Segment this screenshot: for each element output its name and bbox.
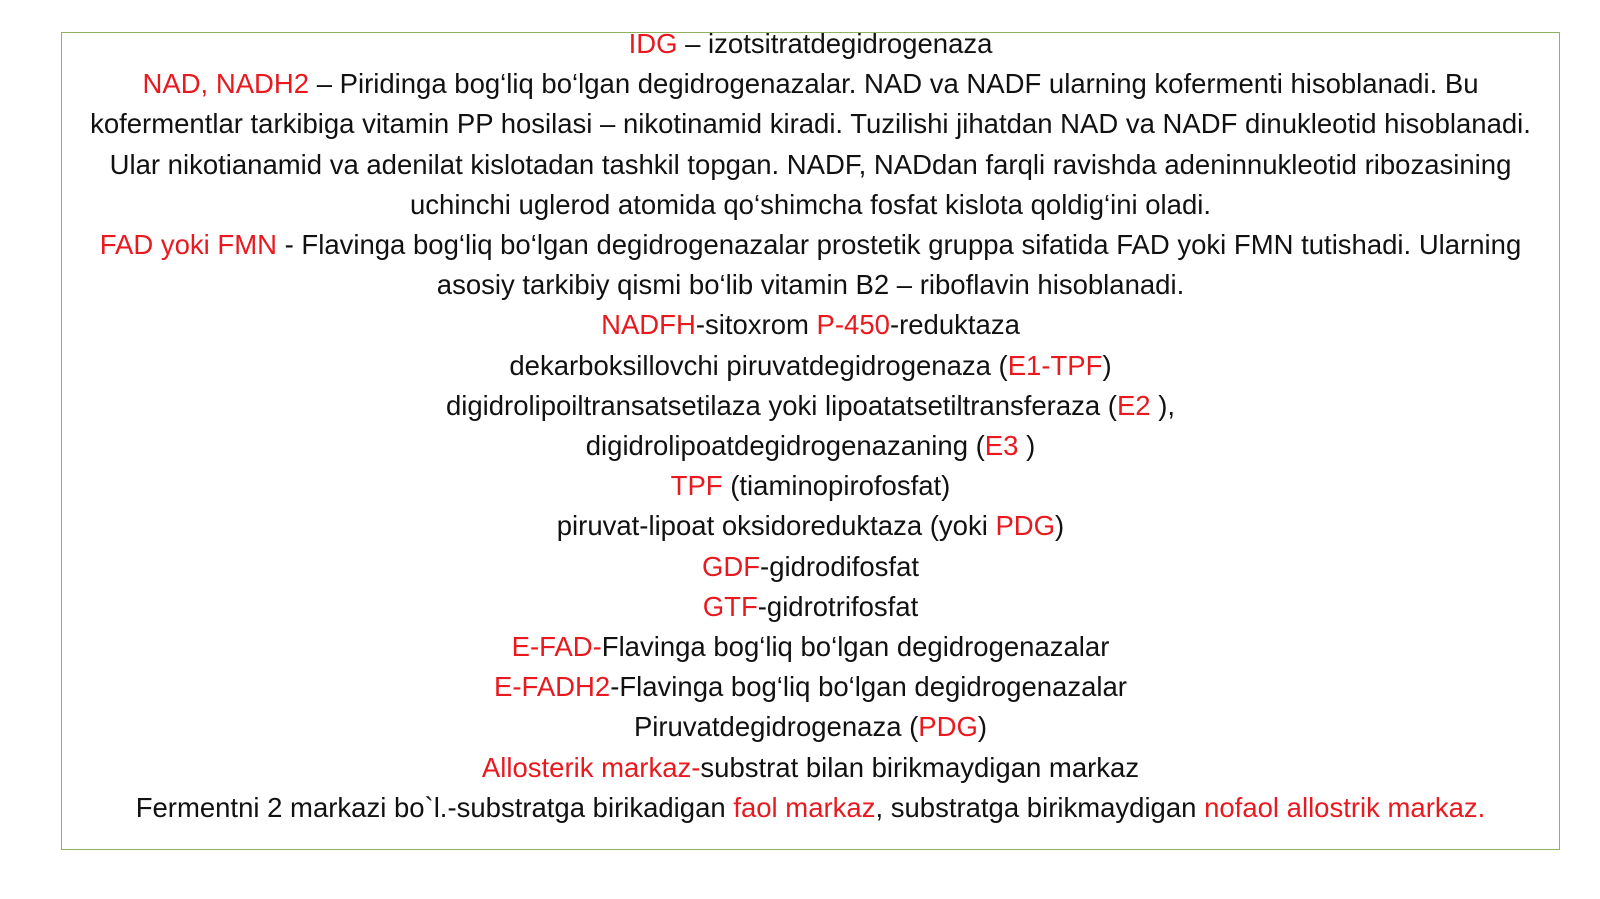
text-segment: Piruvatdegidrogenaza ( [633, 711, 919, 743]
text-line [61, 627, 1560, 667]
highlighted-term: E-FADH2 [494, 671, 611, 703]
text-line [61, 788, 1560, 828]
text-segment: ) [1102, 349, 1112, 381]
text-line [61, 305, 1560, 345]
highlighted-term: P-450 [816, 309, 890, 341]
text-line [61, 24, 1560, 64]
text-line [61, 667, 1560, 707]
text-segment: Fermentni 2 markazi bo`l.-substratga birikadigan [135, 791, 734, 823]
slide-text-block [61, 24, 1560, 828]
highlighted-term: nofaol allostrik markaz. [1204, 791, 1486, 823]
text-segment: - Flavinga bog‘liq bo‘lgan degidrogenazalar prostetik gruppa sifatida FAD yoki FMN tutishadi. Ularning asosiy tarkibiy qismi bo‘lib vitamin B2 – riboflavin hisoblanadi. [276, 229, 1522, 301]
highlighted-term: PDG [918, 711, 978, 743]
highlighted-term: E2 [1116, 389, 1151, 421]
text-segment: – Piridinga bog‘liq bo‘lgan degidrogenazalar. NAD va NADF ularning kofermenti hisoblanadi. Bu kofermentlar tarkibiga vitamin PP hosilasi – nikotinamid kiradi. Tuzilishi jihatdan NAD va NADF dinukleotid hisoblanadi. Ular nikotianamid va adenilat kislotadan tashkil topgan. NADF, NADdan farqli ravishda adeninnukleotid ribozasining uchinchi uglerod atomida qo‘shimcha fosfat kislota qoldig‘ini oladi. [90, 68, 1531, 220]
text-line [61, 386, 1560, 426]
text-line [61, 64, 1560, 225]
text-segment: ), [1150, 389, 1176, 421]
text-segment: -Flavinga bog‘liq bo‘lgan degidrogenazalar [610, 671, 1127, 703]
highlighted-term: GDF [701, 550, 761, 582]
text-segment: ) [1018, 430, 1036, 462]
text-line [61, 346, 1560, 386]
text-segment: -gidrotrifosfat [757, 590, 919, 622]
highlighted-term: E1-TPF [1007, 349, 1103, 381]
text-segment: ) [977, 711, 988, 743]
text-segment: digidrolipoiltransatsetilaza yoki lipoatatsetiltransferaza ( [445, 389, 1117, 421]
text-line [61, 225, 1560, 305]
highlighted-term: E3 [984, 430, 1019, 462]
text-segment: – izotsitratdegidrogenaza [677, 28, 993, 59]
text-line [61, 587, 1560, 627]
text-segment: dekarboksillovchi piruvatdegidrogenaza ( [509, 349, 1008, 381]
text-segment: -gidrodifosfat [760, 550, 920, 582]
text-segment: -reduktaza [889, 309, 1020, 341]
highlighted-term: FAD yoki FMN [99, 229, 277, 261]
highlighted-term: NAD, NADH2 [142, 68, 310, 100]
text-segment: -sitoxrom [695, 309, 817, 341]
highlighted-term: Allosterik markaz- [481, 751, 701, 783]
text-segment: substrat bilan birikmaydigan markaz [700, 751, 1140, 783]
text-line [61, 506, 1560, 546]
text-line [61, 426, 1560, 466]
text-segment: piruvat-lipoat oksidoreduktaza (yoki [556, 510, 996, 542]
highlighted-term: E-FAD- [511, 631, 602, 663]
highlighted-term: PDG [995, 510, 1056, 542]
text-line [61, 547, 1560, 587]
text-line [61, 707, 1560, 747]
text-segment: ) [1055, 510, 1065, 542]
highlighted-term: TPF [670, 470, 723, 502]
highlighted-term: NADFH [601, 309, 696, 341]
text-line [61, 466, 1560, 506]
text-segment: Flavinga bog‘liq bo‘lgan degidrogenazalar [601, 631, 1110, 663]
highlighted-term: faol markaz [733, 791, 876, 823]
text-segment: digidrolipoatdegidrogenazaning ( [585, 430, 985, 462]
text-line [61, 748, 1560, 788]
highlighted-term: IDG [628, 28, 678, 59]
highlighted-term: GTF [702, 590, 758, 622]
text-segment: (tiaminopirofosfat) [722, 470, 951, 502]
text-segment: , substratga birikmaydigan [875, 791, 1205, 823]
